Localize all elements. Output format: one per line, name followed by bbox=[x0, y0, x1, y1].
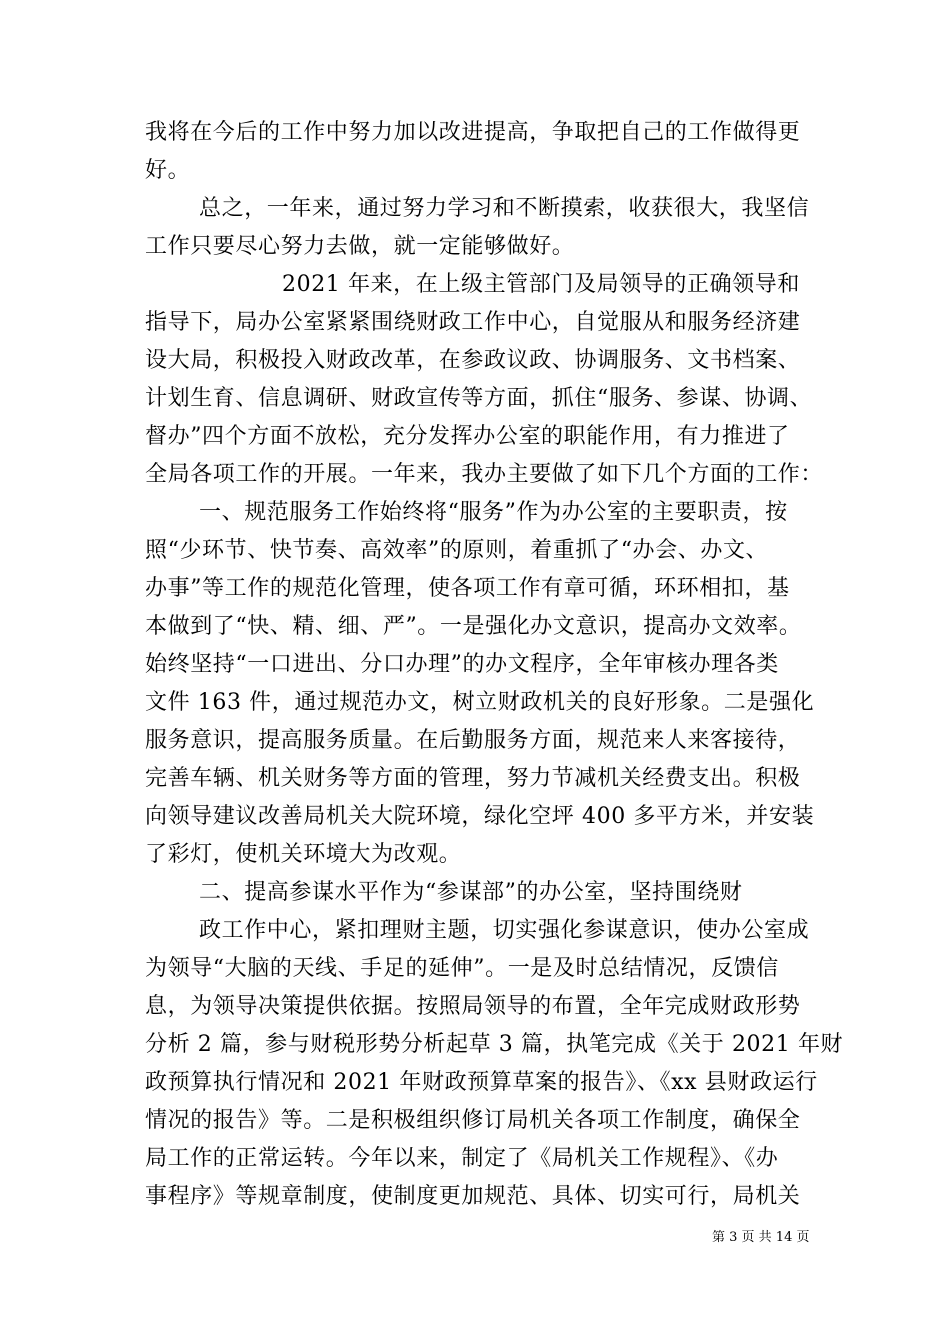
text-line: 完善车辆、机关财务等方面的管理，努力节减机关经费支出。积极 bbox=[145, 766, 801, 791]
text-line: 情况的报告》等。二是积极组织修订局机关各项工作制度，确保全 bbox=[145, 1108, 801, 1133]
text-line: 了彩灯，使机关环境大为改观。 bbox=[145, 842, 462, 867]
text-line: 二、提高参谋水平作为“参谋部”的办公室，坚持围绕财 bbox=[199, 880, 743, 905]
text-line: 服务意识，提高服务质量。在后勤服务方面，规范来人来客接待， bbox=[145, 728, 801, 753]
text-line: 事程序》等规章制度，使制度更加规范、具体、切实可行，局机关 bbox=[145, 1184, 801, 1209]
text-line: 指导下，局办公室紧紧围绕财政工作中心，自觉服从和服务经济建 bbox=[145, 310, 801, 335]
text-line: 向领导建议改善局机关大院环境，绿化空坪 400 多平方米，并安装 bbox=[145, 804, 815, 829]
text-line: 分析 2 篇，参与财税形势分析起草 3 篇，执笔完成《关于 2021 年财 bbox=[145, 1032, 844, 1057]
text-line: 局工作的正常运转。今年以来，制定了《局机关工作规程》、《办 bbox=[145, 1146, 779, 1171]
text-line: 照“少环节、快节奏、高效率”的原则，着重抓了“办会、办文、 bbox=[145, 538, 769, 563]
text-line: 息，为领导决策提供依据。按照局领导的布置，全年完成财政形势 bbox=[145, 994, 801, 1019]
text-line: 文件 163 件，通过规范办文，树立财政机关的良好形象。二是强化 bbox=[145, 690, 815, 715]
text-line: 本做到了“快、精、细、严”。一是强化办文意识，提高办文效率。 bbox=[145, 614, 802, 639]
text-line: 2021 年来，在上级主管部门及局领导的正确领导和 bbox=[282, 272, 800, 297]
page-number-footer: 第 3 页 共 14 页 bbox=[712, 1230, 810, 1245]
text-line: 督办”四个方面不放松，充分发挥办公室的职能作用，有力推进了 bbox=[145, 424, 790, 449]
text-line: 政预算执行情况和 2021 年财政预算草案的报告》、《xx 县财政运行 bbox=[145, 1070, 818, 1095]
text-line: 一、规范服务工作始终将“服务”作为办公室的主要职责，按 bbox=[199, 500, 788, 525]
text-line: 总之，一年来，通过努力学习和不断摸索，收获很大，我坚信 bbox=[199, 196, 810, 221]
text-line: 全局各项工作的开展。一年来，我办主要做了如下几个方面的工作： bbox=[145, 462, 824, 487]
text-line: 工作只要尽心努力去做，就一定能够做好。 bbox=[145, 234, 575, 259]
text-line: 办事”等工作的规范化管理，使各项工作有章可循，环环相扣，基 bbox=[145, 576, 790, 601]
text-line: 设大局，积极投入财政改革，在参政议政、协调服务、文书档案、 bbox=[145, 348, 801, 373]
text-line: 政工作中心，紧扣理财主题，切实强化参谋意识，使办公室成 bbox=[199, 918, 810, 943]
text-line: 为领导“大脑的天线、手足的延伸”。一是及时总结情况，反馈信 bbox=[145, 956, 779, 981]
text-line: 好。 bbox=[145, 158, 191, 183]
text-line: 始终坚持“一口进出、分口办理”的办文程序，全年审核办理各类 bbox=[145, 652, 779, 677]
text-line: 计划生育、信息调研、财政宣传等方面，抓住“服务、参谋、协调、 bbox=[145, 386, 813, 411]
text-line: 我将在今后的工作中努力加以改进提高，争取把自己的工作做得更 bbox=[145, 120, 801, 145]
